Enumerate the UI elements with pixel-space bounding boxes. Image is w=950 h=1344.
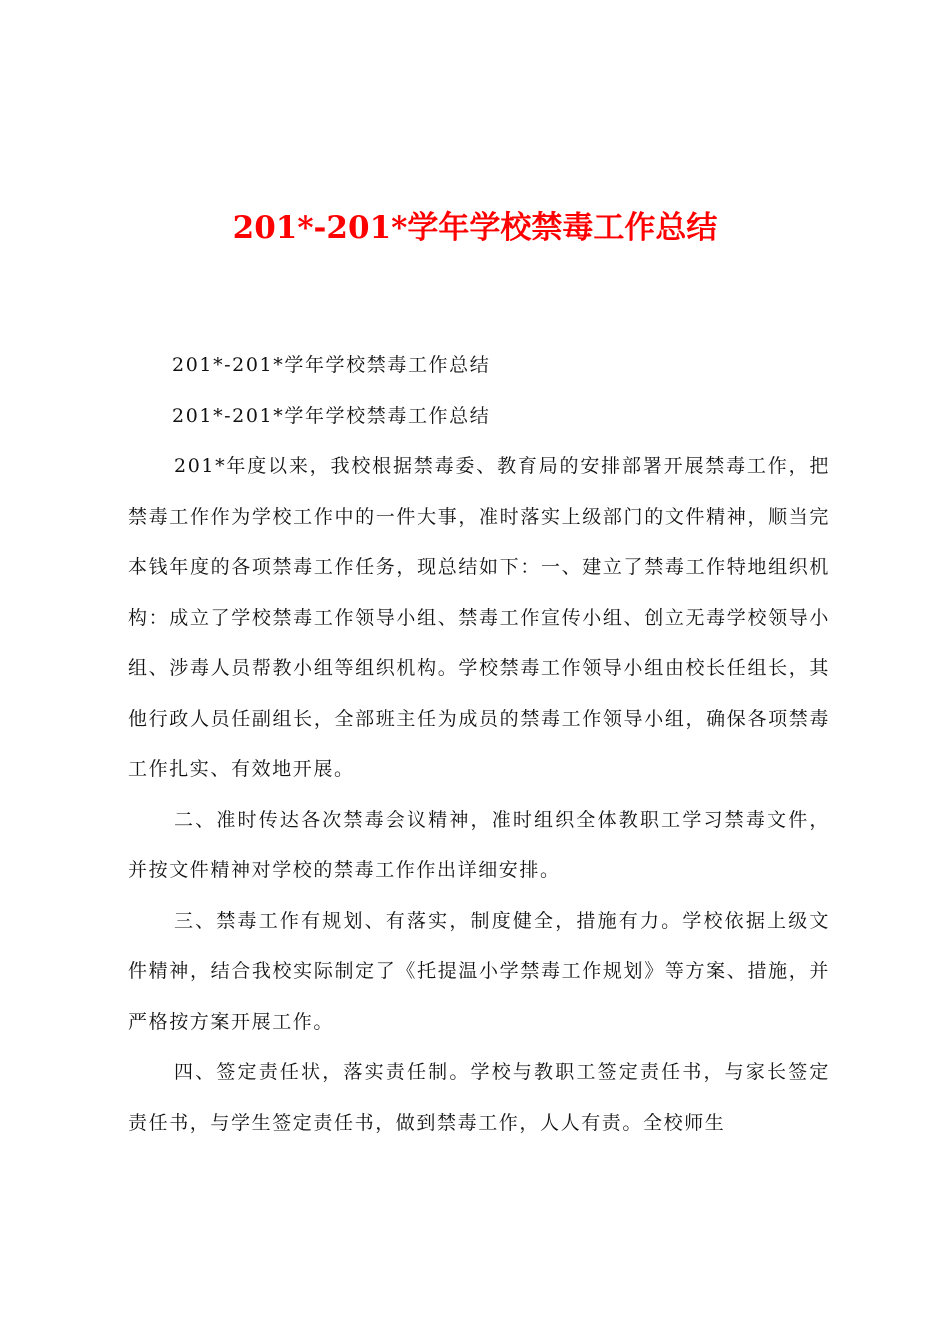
- document-body: [128, 340, 830, 1148]
- subheading: 201*-201*学年学校禁毒工作总结: [172, 404, 491, 427]
- paragraph: 201*年度以来，我校根据禁毒委、教育局的安排部署开展禁毒工作，把禁毒工作作为学校工作中的一件大事，准时落实上级部门的文件精神，顺当完本钱年度的各项禁毒工作任务，现总结如下：一、建立了禁毒工作特地组织机构：成立了学校禁毒工作领导小组、禁毒工作宣传小组、创立无毒学校领导小组、涉毒人员帮教小组等组织机构。学校禁毒工作领导小组由校长任组长，其他行政人员任副组长，全部班主任为成员的禁毒工作领导小组，确保各项禁毒工作扎实、有效地开展。: [128, 455, 830, 780]
- paragraph: 三、禁毒工作有规划、有落实，制度健全，措施有力。学校依据上级文件精神，结合我校实际制定了《托提温小学禁毒工作规划》等方案、措施，并严格按方案开展工作。: [128, 909, 830, 1033]
- subheading: 201*-201*学年学校禁毒工作总结: [172, 354, 491, 376]
- paragraph: 四、签定责任状，落实责任制。学校与教职工签定责任书，与家长签定责任书，与学生签定责任书，做到禁毒工作，人人有责。全校师生: [128, 1061, 830, 1134]
- paragraph: 二、准时传达各次禁毒会议精神，准时组织全体教职工学习禁毒文件，并按文件精神对学校的禁毒工作作出详细安排。: [128, 808, 830, 881]
- document-title: 201*-201*学年学校禁毒工作总结: [232, 210, 718, 246]
